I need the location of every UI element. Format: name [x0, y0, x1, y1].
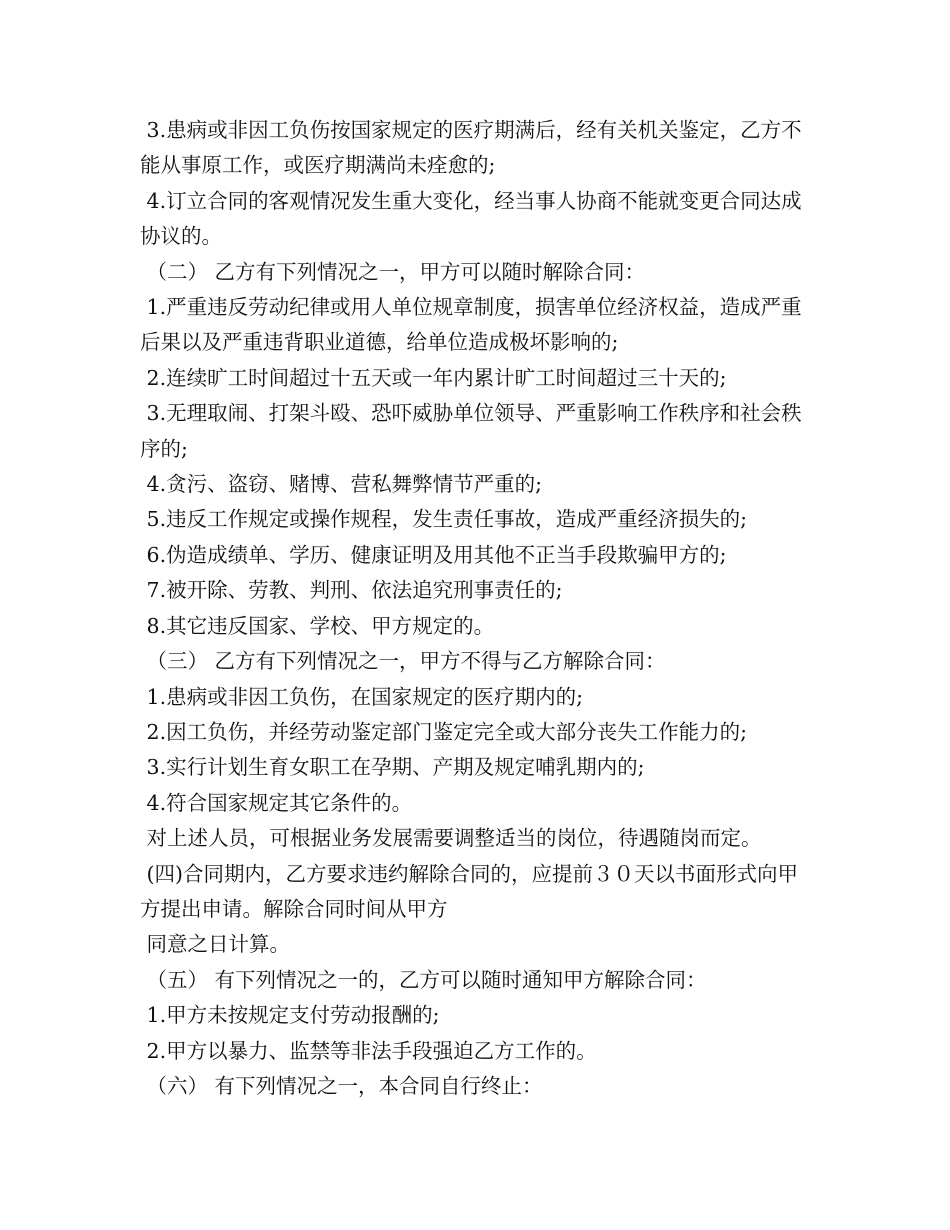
paragraph-protected-4: 4.符合国家规定其它条件的。 — [140, 790, 413, 815]
section-heading-5: （五） 有下列情况之一的，乙方可以随时通知甲方解除合同： — [140, 967, 707, 992]
paragraph-adjustment-note: 对上述人员，可根据业务发展需要调整适当的岗位，待遇随岗而定。 — [140, 826, 762, 851]
paragraph-protected-2: 2.因工负伤，并经劳动鉴定部门鉴定完全或大部分丧失工作能力的; — [140, 719, 747, 744]
paragraph-item-8-other: 8.其它违反国家、学校、甲方规定的。 — [140, 613, 495, 638]
section-heading-3: （三） 乙方有下列情况之一，甲方不得与乙方解除合同： — [140, 649, 666, 674]
paragraph-item-3-disorder: 3.无理取闹、打架斗殴、恐吓威胁单位领导、严重影响工作秩序和社会秩序的; — [140, 401, 802, 461]
paragraph-protected-3: 3.实行计划生育女职工在孕期、产期及规定哺乳期内的; — [140, 755, 645, 780]
paragraph-item-6-forgery: 6.伪造成绩单、学历、健康证明及用其他不正当手段欺骗甲方的; — [140, 542, 727, 567]
paragraph-clause-3-illness: 3.患病或非因工负伤按国家规定的医疗期满后，经有关机关鉴定，乙方不能从事原工作，或医疗期满尚未痊愈的; — [140, 118, 802, 178]
paragraph-item-7-dismissal: 7.被开除、劳教、判刑、依法追究刑事责任的; — [140, 578, 563, 603]
paragraph-calculation-date: 同意之日计算。 — [140, 932, 291, 957]
section-heading-2: （二） 乙方有下列情况之一，甲方可以随时解除合同： — [140, 259, 646, 284]
section-heading-6: （六） 有下列情况之一，本合同自行终止： — [140, 1073, 543, 1098]
paragraph-item-4-corruption: 4.贪污、盗窃、赌博、营私舞弊情节严重的; — [140, 472, 542, 497]
paragraph-protected-1: 1.患病或非因工负伤，在国家规定的医疗期内的; — [140, 684, 583, 709]
paragraph-clause-4-circumstances: 4.订立合同的客观情况发生重大变化，经当事人协商不能就变更合同达成协议的。 — [140, 188, 802, 249]
paragraph-employer-fault-1: 1.甲方未按规定支付劳动报酬的; — [140, 1003, 440, 1028]
paragraph-item-1-discipline: 1.严重违反劳动纪律或用人单位规章制度，损害单位经济权益，造成严重后果以及严重违背职业道德，给单位造成极坏影响的; — [140, 295, 802, 355]
paragraph-item-5-violation: 5.违反工作规定或操作规程，发生责任事故，造成严重经济损失的; — [140, 507, 747, 532]
paragraph-employer-fault-2: 2.甲方以暴力、监禁等非法手段强迫乙方工作的。 — [140, 1038, 597, 1063]
section-heading-4: (四)合同期内，乙方要求违约解除合同的，应提前３０天以书面形式向甲方提出申请。解除合同时间从甲方 — [140, 861, 799, 921]
paragraph-item-2-absence: 2.连续旷工时间超过十五天或一年内累计旷工时间超过三十天的; — [140, 365, 727, 390]
document-body — [140, 113, 815, 1104]
